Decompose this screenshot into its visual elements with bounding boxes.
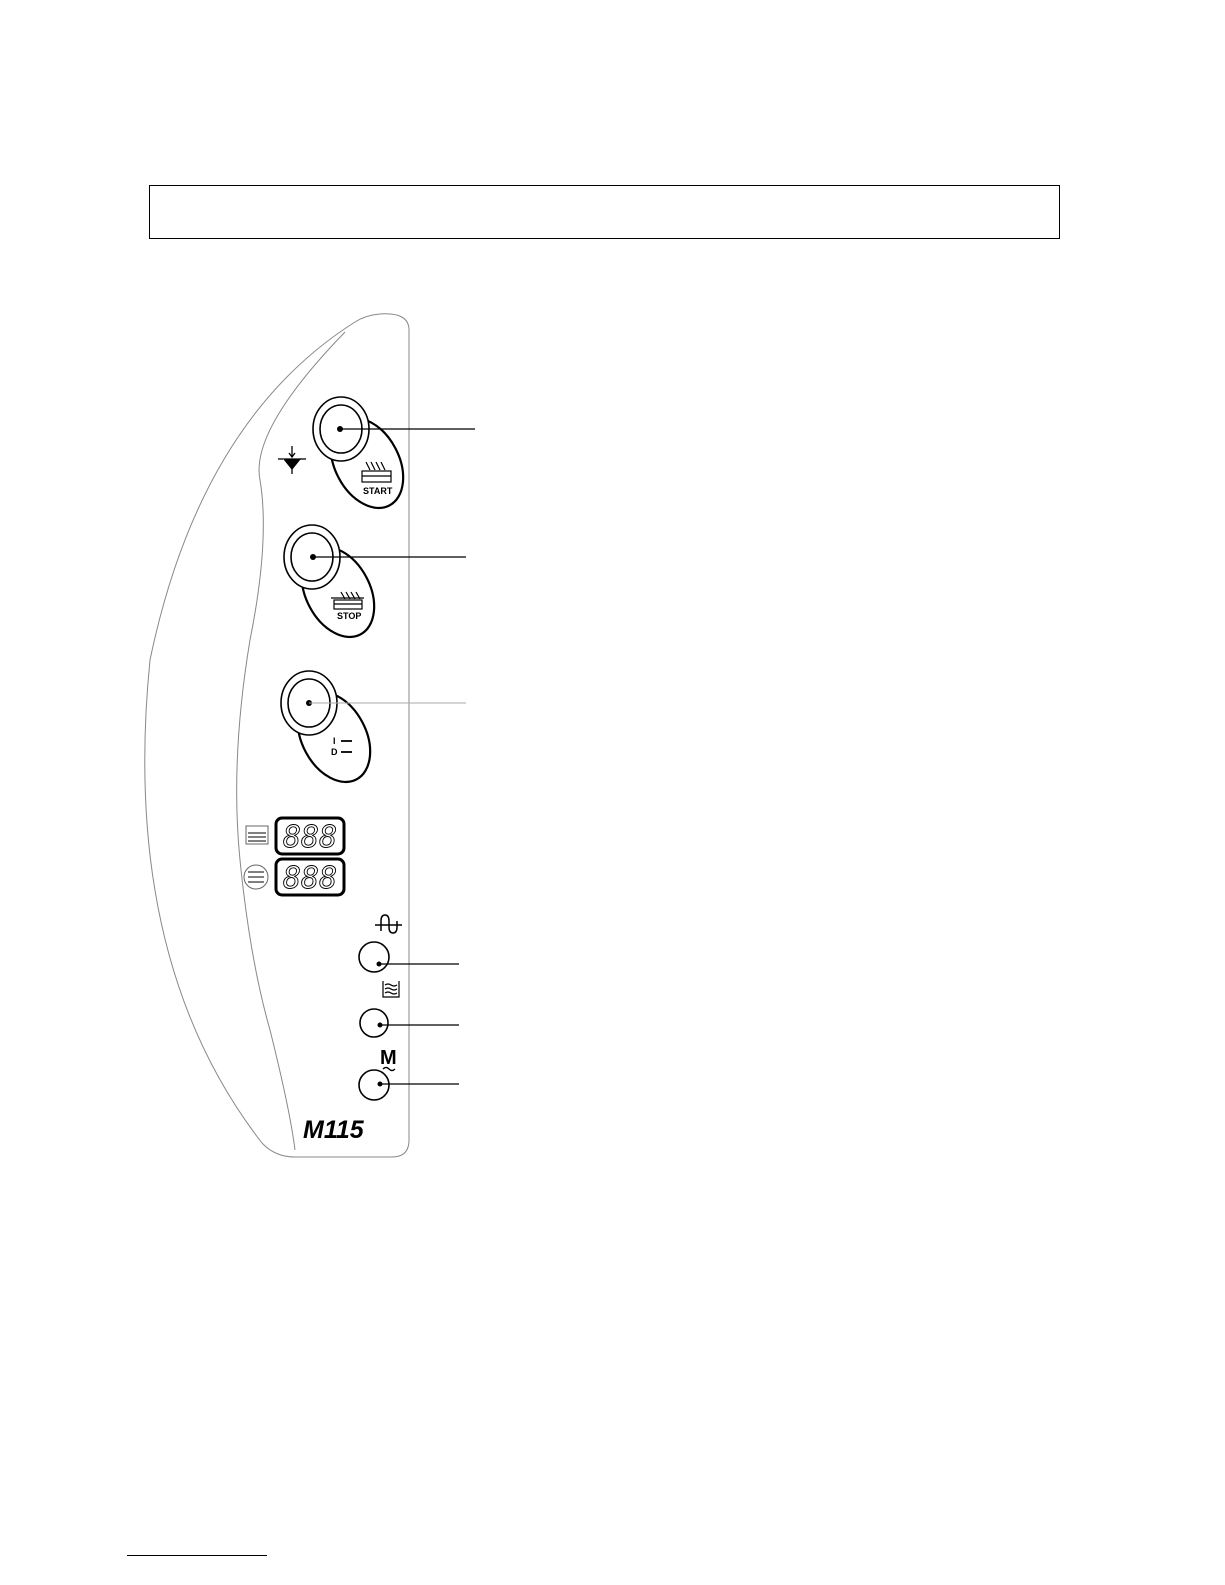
model-label: M115 <box>303 1116 364 1144</box>
drain-icon <box>278 446 306 474</box>
heater-indicator <box>359 942 389 972</box>
display-1-icon <box>246 826 268 844</box>
display-1-value: 888 <box>283 820 338 855</box>
stop-label: STOP <box>337 611 362 621</box>
footnote-rule <box>127 1555 267 1556</box>
mode-symbol-top: I <box>333 736 336 746</box>
start-button[interactable] <box>313 397 418 520</box>
motor-indicator <box>359 1070 389 1100</box>
display-2-icon <box>244 865 268 889</box>
heater-icon <box>375 915 402 933</box>
motor-symbol: M <box>380 1047 397 1069</box>
mode-button[interactable] <box>281 671 385 794</box>
mode-symbol-bottom: D <box>331 747 338 757</box>
start-label: START <box>363 486 393 496</box>
display-2-value: 888 <box>283 861 338 896</box>
display-1 <box>276 818 344 855</box>
motor-icon <box>380 1047 397 1071</box>
display-2 <box>276 859 344 896</box>
water-level-icon <box>383 981 399 997</box>
water-level-indicator <box>360 1009 388 1037</box>
stop-button[interactable] <box>284 525 389 649</box>
